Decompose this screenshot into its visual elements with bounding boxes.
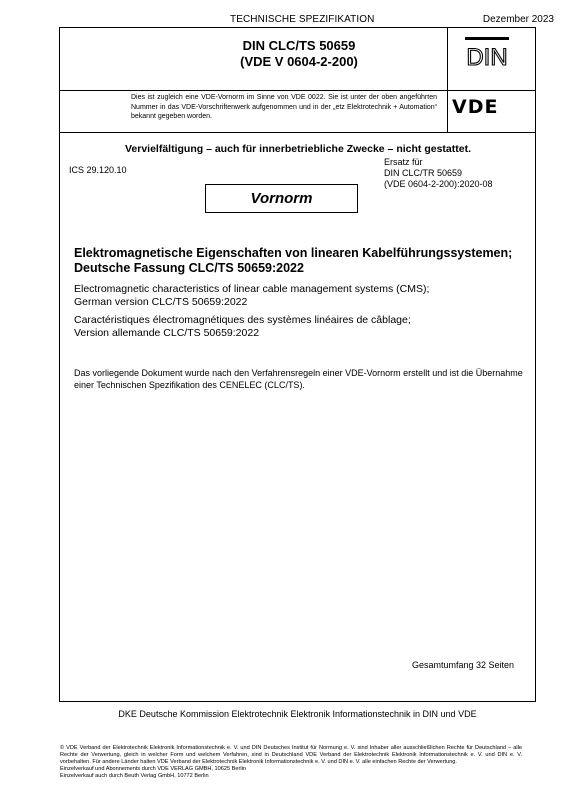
footer — [60, 745, 522, 780]
title-german — [74, 246, 524, 276]
title-french — [74, 314, 524, 339]
title-line: Version allemande CLC/TS 50659:2022 — [74, 326, 260, 339]
replacement-line: (VDE 0604-2-200):2020-08 — [384, 179, 493, 189]
replacement-info — [384, 157, 493, 190]
divider — [60, 132, 535, 133]
title-line: Caractéristiques électromagnétiques des systèmes linéaires de câblage; — [74, 314, 411, 326]
standard-number: DIN CLC/TS 50659 — [242, 38, 356, 53]
document-notice: Das vorliegende Dokument wurde nach den Verfahrensregeln einer VDE-Vornorm erstellt und ist die Übernahme einer Technischen Spezifikation des CENELEC (CLC/TS). — [74, 368, 523, 390]
ics-code: ICS 29.120.10 — [69, 165, 127, 175]
title-line: German version CLC/TS 50659:2022 — [74, 295, 248, 308]
status-box: Vornorm — [205, 184, 358, 213]
vde-logo: VDE — [452, 96, 499, 118]
reproduction-note: Vervielfältigung – auch für innerbetriebliche Zwecke – nicht gestattet. — [124, 143, 471, 155]
publication-date: Dezember 2023 — [482, 14, 554, 25]
divider — [60, 90, 535, 91]
replacement-label: Ersatz für — [384, 157, 423, 167]
title-line: Elektromagnetische Eigenschaften von linearen Kabelführungssystemen; — [74, 246, 513, 260]
vde-note: Dies ist zugleich eine VDE-Vornorm im Sinne von VDE 0022. Sie ist unter der oben angeführten Nummer in das VDE-Vorschriftenwerk aufgenommen und in der „etz Elektrotechnik + Automation“ bekannt gegeben worden. — [131, 94, 437, 120]
title-line: Deutsche Fassung CLC/TS 50659:2022 — [74, 261, 304, 275]
replacement-line: DIN CLC/TR 50659 — [384, 168, 463, 178]
copyright-notice: © VDE Verband der Elektrotechnik Elektronik Informationstechnik e. V. und DIN Deutsches Institut für Normung e. V. sind Inhaber aller ausschließlichen Rechte für Deutschland – alle Rechte der Verwertung, gleich in welcher Form und welchem Verfahren, sind in Deutschland VDE Verband der Elektrotechnik Elektronik Informationstechnik e. V. und DIN e. V. vorbehalten. Für andere Länder halten VDE Verband der Elektrotechnik Elektronik Informationstechnik e. V. und DIN e. V. alle einfachen Rechte der Verwertung. — [60, 745, 522, 765]
standard-title — [176, 38, 422, 70]
vde-number: (VDE V 0604-2-200) — [240, 54, 358, 69]
committee-line: DKE Deutsche Kommission Elektrotechnik Elektronik Informationstechnik in DIN und VDE — [118, 709, 477, 719]
title-english — [74, 283, 524, 308]
divider — [447, 28, 448, 132]
document-type: TECHNISCHE SPEZIFIKATION — [230, 14, 375, 25]
cover-frame — [59, 27, 536, 702]
sales-info: Einzelverkauf auch durch Beuth Verlag GmbH, 10772 Berlin — [60, 773, 209, 779]
din-logo-text: DIN — [466, 44, 508, 70]
title-line: Electromagnetic characteristics of linear cable management systems (CMS); — [74, 283, 430, 295]
sales-info: Einzelverkauf und Abonnements durch VDE VERLAG GMBH, 10625 Berlin — [60, 766, 246, 772]
din-logo — [464, 36, 510, 70]
total-pages: Gesamtumfang 32 Seiten — [412, 660, 515, 670]
